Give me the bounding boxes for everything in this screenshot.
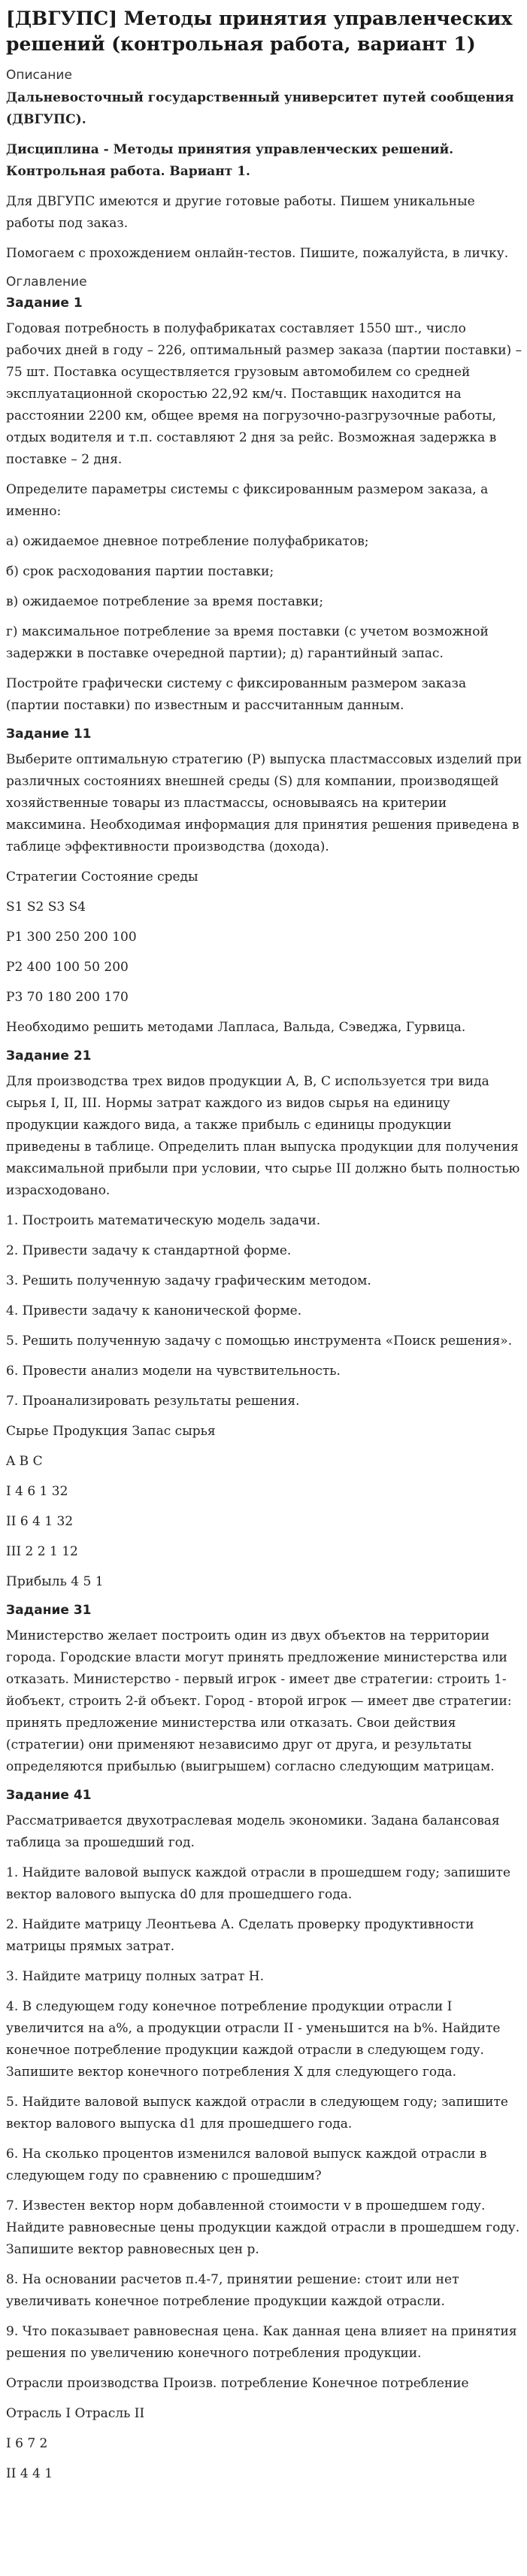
table-line: III 2 2 1 12 [6, 1544, 78, 1559]
table-line: A B C [6, 1454, 43, 1469]
task-item: 6. Провести анализ модели на чувствительность. [6, 1364, 341, 1379]
description-label: Описание [6, 68, 72, 83]
intro-paragraph: Для ДВГУПС имеются и другие готовые работы. Пишем уникальные работы под заказ. [6, 194, 475, 231]
task-paragraph: Выберите оптимальную стратегию (P) выпуска пластмассовых изделий при различных состояниях внешней среды (S) для компании, производящей хозяйственные товары из пластмассы, основываясь на критерии максимина. Необходимая информация для принятия решения приведена в таблице эффективности производства (дохода). [6, 752, 522, 854]
task-paragraph: Министерство желает построить один из двух объектов на территории города. Городские власти могут принять предложение министерства или отказать. Министерство - первый игрок - имеет две стратегии: строить 1-йобъект, строить 2-й объект. Город - второй игрок — имеет две стратегии: принять предложение министерства или отказать. Свои действия (стратегии) они применяют независимо друг от друга, и результаты определяются прибылью (выигрышем) согласно следующим матрицам. [6, 1628, 512, 1774]
task-item: б) срок расходования партии поставки; [6, 564, 274, 579]
task-item: 7. Известен вектор норм добавленной стоимости v в прошедшем году. Найдите равновесные цены продукции каждой отрасли в прошедшем году. Запишите вектор равновесных цен p. [6, 2198, 520, 2257]
task-item: 3. Решить полученную задачу графическим методом. [6, 1273, 371, 1288]
task-21-title: Задание 21 [6, 1048, 92, 1063]
task-item: 5. Решить полученную задачу с помощью инструмента «Поиск решения». [6, 1334, 513, 1349]
task-paragraph: Годовая потребность в полуфабрикатах составляет 1550 шт., число рабочих дней в году – 226, оптимальный размер заказа (партии поставки) – 75 шт. Поставка осуществляется грузовым автомобилем со средней эксплуатационной скоростью 22,92 км/ч. Поставщик находится на расстоянии 2200 км, общее время на погрузочно-разгрузочные работы, отдых водителя и т.п. составляют 2 дня за рейс. Возможная задержка в поставке – 2 дня. [6, 321, 522, 467]
task-item: г) максимальное потребление за время поставки (с учетом возможной задержки в поставке очередной партии); д) гарантийный запас. [6, 624, 489, 661]
task-item: 9. Что показывает равновесная цена. Как данная цена влияет на принятия решения по увеличению конечного потребления продукции. [6, 2324, 517, 2361]
task-item: 1. Построить математическую модель задачи. [6, 1213, 321, 1228]
page-title: [ДВГУПС] Методы принятия управленческих решений (контрольная работа, вариант 1) [6, 8, 513, 55]
table-line: Прибыль 4 5 1 [6, 1574, 104, 1589]
task-41-title: Задание 41 [6, 1788, 92, 1803]
task-item: 6. На сколько процентов изменился валовой выпуск каждой отрасли в следующем году по сравнению с прошедшим? [6, 2147, 487, 2183]
table-line: I 4 6 1 32 [6, 1484, 68, 1499]
task-item: 2. Найдите матрицу Леонтьева А. Сделать проверку продуктивности матрицы прямых затрат. [6, 1917, 474, 1954]
table-line: Сырье Продукция Запас сырья [6, 1424, 216, 1439]
task-11-title: Задание 11 [6, 727, 92, 742]
table-line: I 6 7 2 [6, 2436, 48, 2451]
task-1-title: Задание 1 [6, 296, 83, 311]
table-line: P1 300 250 200 100 [6, 930, 137, 945]
task-item: 1. Найдите валовой выпуск каждой отрасли в прошедшем году; запишите вектор валового выпуска d0 для прошедшего года. [6, 1865, 511, 1902]
task-item: 3. Найдите матрицу полных затрат H. [6, 1969, 264, 1984]
table-line: II 4 4 1 [6, 2466, 53, 2481]
task-item: 2. Привести задачу к стандартной форме. [6, 1243, 292, 1258]
task-item: 7. Проанализировать результаты решения. [6, 1394, 300, 1409]
table-line: P3 70 180 200 170 [6, 990, 129, 1005]
table-line: P2 400 100 50 200 [6, 960, 129, 975]
table-line: Отрасль I Отрасль II [6, 2406, 145, 2421]
table-line: II 6 4 1 32 [6, 1514, 74, 1529]
university-name: Дальневосточный государственный университет путей сообщения (ДВГУПС). [6, 90, 514, 127]
task-item: в) ожидаемое потребление за время поставки; [6, 594, 324, 609]
task-item: 8. На основании расчетов п.4-7, принятии решение: стоит или нет увеличивать конечное потребление продукции каждой отрасли. [6, 2272, 459, 2309]
toc-label: Оглавление [6, 275, 87, 290]
discipline-line: Дисциплина - Методы принятия управленческих решений. Контрольная работа. Вариант 1. [6, 142, 454, 179]
task-31-title: Задание 31 [6, 1603, 92, 1618]
task-paragraph: Рассматривается двухотраслевая модель экономики. Задана балансовая таблица за прошедший год. [6, 1813, 500, 1850]
task-item: 5. Найдите валовой выпуск каждой отрасли в следующем году; запишите вектор валового выпуска d1 для прошедшего года. [6, 2095, 508, 2131]
table-line: Отрасли производства Произв. потребление Конечное потребление [6, 2376, 469, 2391]
task-item: 4. Привести задачу к канонической форме. [6, 1303, 302, 1318]
table-line: Стратегии Состояние среды [6, 869, 198, 884]
intro-paragraph: Помогаем с прохождением онлайн-тестов. Пишите, пожалуйста, в личку. [6, 246, 509, 261]
task-paragraph: Для производства трех видов продукции A, B, C используется три вида сырья I, II, III. Нормы затрат каждого из видов сырья на единицу продукции каждого вида, а также прибыль с единицы продукции приведены в таблице. Определить план выпуска продукции для получения максимальной прибыли при условии, что сырье III должно быть полностью израсходовано. [6, 1074, 520, 1198]
task-paragraph: Постройте графически систему с фиксированным размером заказа (партии поставки) по известным и рассчитанным данным. [6, 676, 467, 713]
task-paragraph: Определите параметры системы с фиксированным размером заказа, а именно: [6, 482, 489, 519]
task-item: а) ожидаемое дневное потребление полуфабрикатов; [6, 534, 369, 549]
task-paragraph: Необходимо решить методами Лапласа, Вальда, Сэведжа, Гурвица. [6, 1020, 466, 1035]
task-item: 4. В следующем году конечное потребление продукции отрасли I увеличится на a%, а продукции отрасли II - уменьшится на b%. Найдите конечное потребление продукции каждой отрасли в следующем году. Запишите вектор конечного потребления X для следующего года. [6, 1999, 501, 2080]
table-line: S1 S2 S3 S4 [6, 900, 86, 915]
